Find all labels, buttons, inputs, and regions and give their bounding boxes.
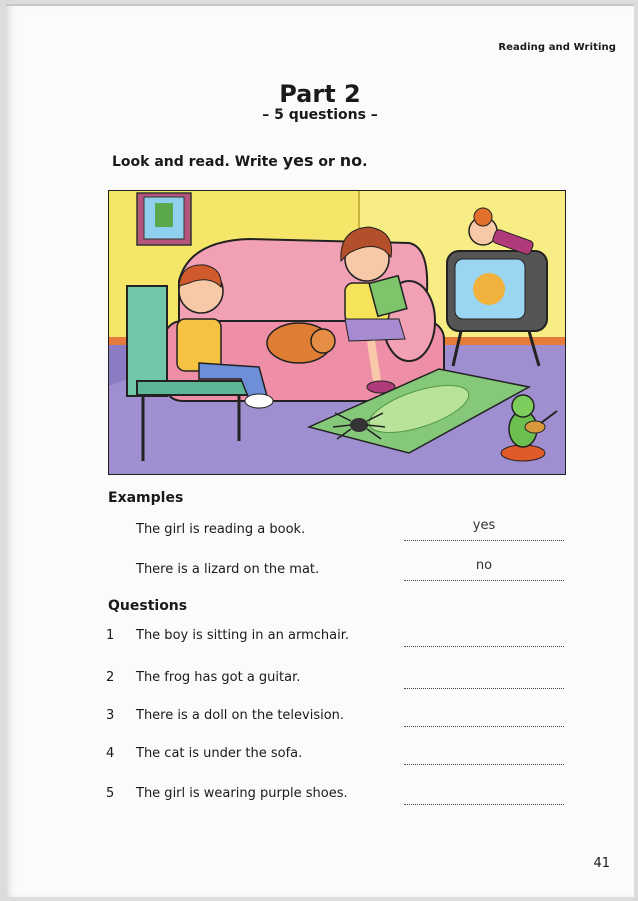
page-number: 41 bbox=[593, 856, 610, 871]
example-text: The girl is reading a book. bbox=[136, 522, 306, 537]
instruction-no: no bbox=[339, 151, 363, 170]
question-row-1 bbox=[106, 628, 566, 648]
worksheet-page bbox=[6, 4, 634, 897]
question-text: There is a doll on the television. bbox=[136, 708, 345, 723]
answer-line-4[interactable] bbox=[404, 746, 564, 766]
question-number: 1 bbox=[106, 628, 115, 643]
question-row-2 bbox=[106, 670, 566, 690]
question-number: 3 bbox=[106, 708, 115, 723]
example-answer-line bbox=[404, 518, 564, 542]
part-subtitle: – 5 questions – bbox=[262, 107, 378, 123]
dotted-line bbox=[404, 646, 564, 647]
question-row-5 bbox=[106, 786, 566, 806]
instruction-end: . bbox=[362, 154, 368, 170]
questions-heading: Questions bbox=[108, 598, 188, 614]
dotted-line bbox=[404, 764, 564, 765]
question-row-3 bbox=[106, 708, 566, 728]
example-row-1 bbox=[106, 518, 566, 542]
question-row-4 bbox=[106, 746, 566, 766]
page-top-edge bbox=[6, 4, 634, 6]
example-answer-line bbox=[404, 558, 564, 582]
answer-line-1[interactable] bbox=[404, 628, 564, 648]
example-text: There is a lizard on the mat. bbox=[136, 562, 320, 577]
question-text: The girl is wearing purple shoes. bbox=[136, 786, 348, 801]
dotted-line bbox=[404, 726, 564, 727]
examples-heading: Examples bbox=[108, 490, 184, 506]
instruction-lead: Look and read. Write bbox=[112, 154, 283, 170]
example-answer: no bbox=[475, 558, 493, 573]
question-text: The boy is sitting in an armchair. bbox=[136, 628, 349, 643]
question-text: The cat is under the sofa. bbox=[136, 746, 303, 761]
wall-picture bbox=[137, 193, 191, 245]
answer-line-3[interactable] bbox=[404, 708, 564, 728]
dotted-line bbox=[404, 804, 564, 805]
instruction bbox=[112, 151, 368, 170]
question-number: 2 bbox=[106, 670, 115, 685]
section-label: Reading and Writing bbox=[498, 42, 616, 53]
dotted-line bbox=[404, 688, 564, 689]
part-title: Part 2 bbox=[279, 80, 361, 108]
question-text: The frog has got a guitar. bbox=[136, 670, 301, 685]
example-answer: yes bbox=[472, 518, 496, 533]
example-row-2 bbox=[106, 558, 566, 582]
living-room-scene-svg bbox=[109, 191, 565, 474]
dotted-line bbox=[404, 580, 564, 581]
answer-line-2[interactable] bbox=[404, 670, 564, 690]
instruction-yes: yes bbox=[282, 151, 314, 170]
living-room-illustration bbox=[108, 190, 566, 475]
question-number: 5 bbox=[106, 786, 115, 801]
answer-line-5[interactable] bbox=[404, 786, 564, 806]
question-number: 4 bbox=[106, 746, 115, 761]
instruction-or: or bbox=[313, 154, 340, 170]
dotted-line bbox=[404, 540, 564, 541]
